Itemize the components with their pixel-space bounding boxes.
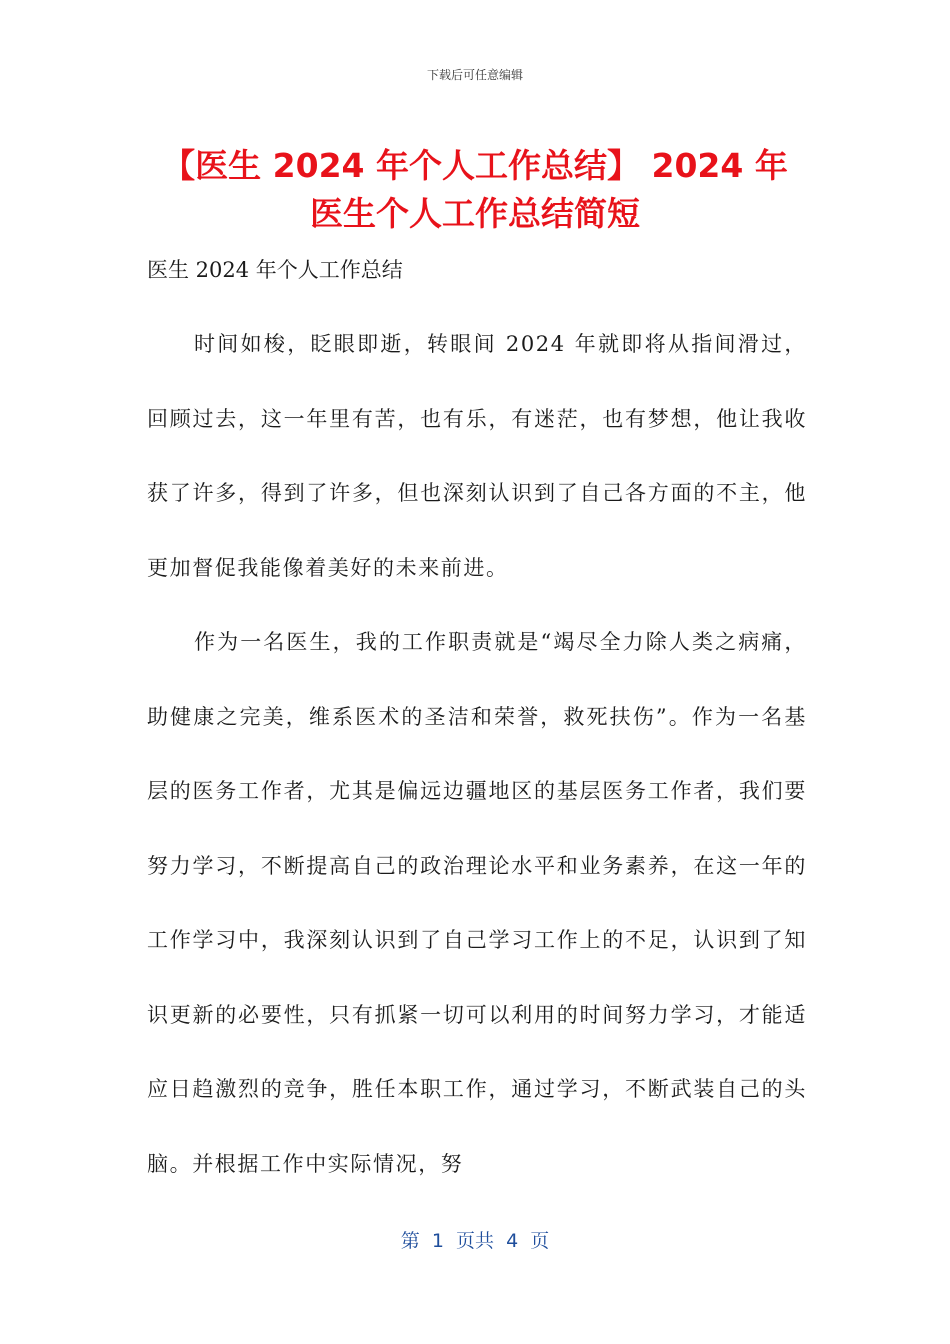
header-note: 下载后可任意编辑	[426, 68, 523, 82]
page-number-footer: 第 1 页共 4 页	[400, 1230, 550, 1252]
body-paragraph: 作为一名医生，我的工作职责就是“竭尽全力除人类之病痛，助健康之完美，维系医术的圣洁和荣誉，救死扶伤”。作为一名基层的医务工作者，尤其是偏远边疆地区的基层医务工作者，我们要努力学习，不断提高自己的政治理论水平和业务素养，在这一年的工作学习中，我深刻认识到了自己学习工作上的不足，认识到了知识更新的必要性，只有抓紧一切可以利用的时间努力学习，才能适应日趋激烈的竞争，胜任本职工作，通过学习，不断武装自己的头脑。并根据工作中实际情况，努	[147, 630, 807, 1176]
document-subtitle: 医生 2024 年个人工作总结	[147, 258, 403, 282]
document-title: 【医生 2024 年个人工作总结】 2024 年医生个人工作总结简短	[162, 146, 788, 233]
body-paragraph: 时间如梭，眨眼即逝，转眼间 2024 年就即将从指间滑过，回顾过去，这一年里有苦，也有乐，有迷茫，也有梦想，他让我收获了许多，得到了许多，但也深刻认识到了自己各方面的不主，他更加督促我能像着美好的未来前进。	[147, 332, 807, 580]
